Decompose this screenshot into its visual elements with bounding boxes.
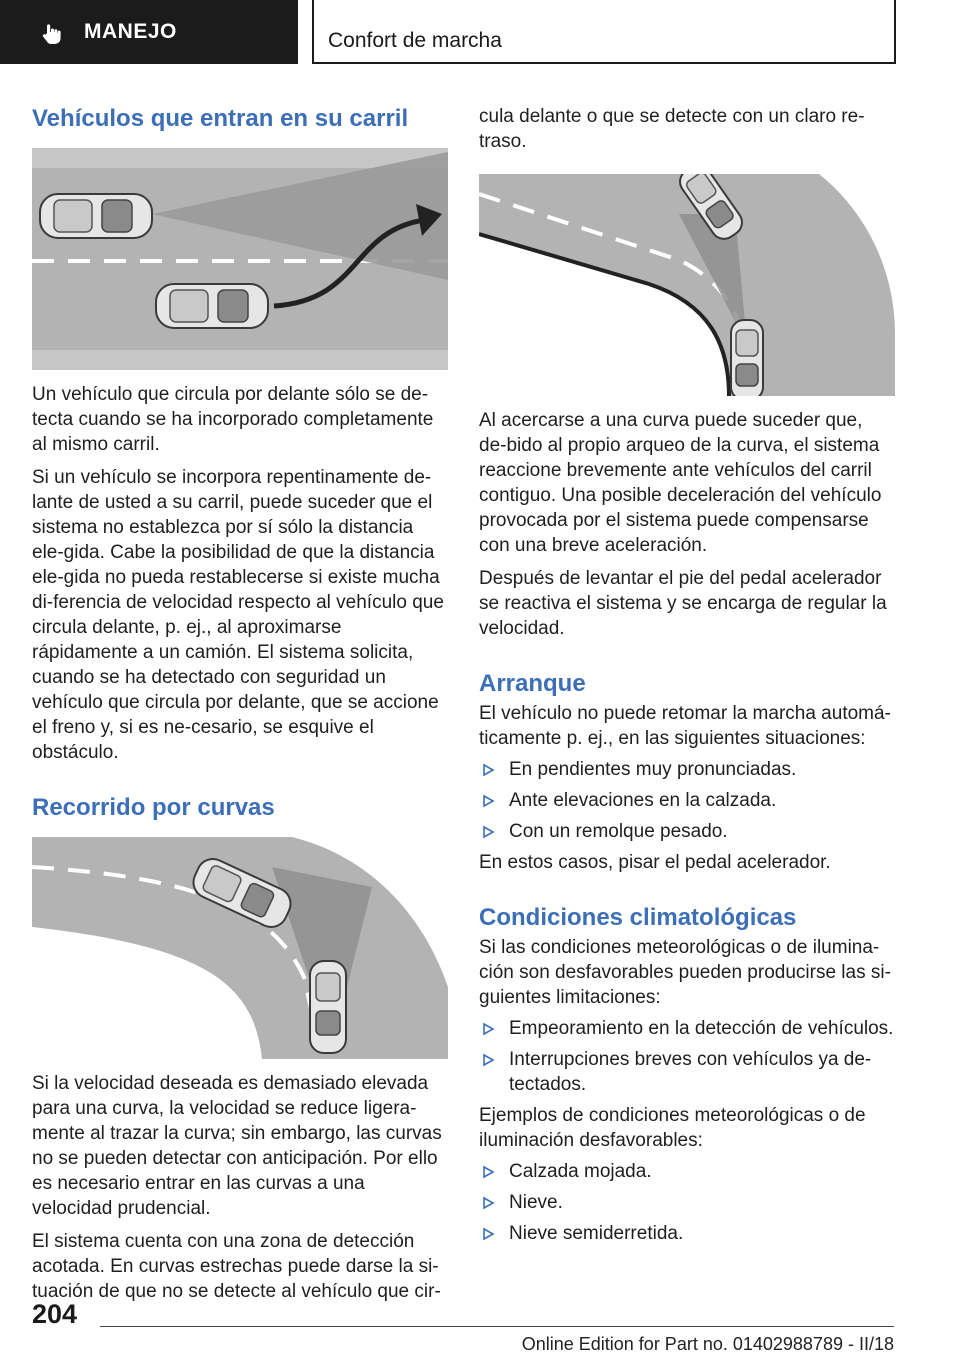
triangle-bullet-icon <box>481 1159 495 1184</box>
left-column <box>32 100 448 1304</box>
paragraph: En estos casos, pisar el pedal acelerador. <box>479 852 831 873</box>
list-item: Nieve. <box>479 1190 895 1215</box>
footer-divider <box>100 1326 894 1327</box>
paragraph: Después de levantar el pie del pedal acelerador se reactiva el sistema y se encarga de regular la velocidad. <box>479 568 887 639</box>
paragraph: cula delante o que se detecte con un claro re-traso. <box>479 106 865 152</box>
list-item: Empeoramiento en la detección de vehículos. <box>479 1016 895 1041</box>
list-item: Calzada mojada. <box>479 1159 895 1184</box>
figure-curve <box>32 837 448 1059</box>
list-item: Con un remolque pesado. <box>479 819 895 844</box>
triangle-bullet-icon <box>481 1190 495 1215</box>
list-item: En pendientes muy pronunciadas. <box>479 757 895 782</box>
triangle-bullet-icon <box>481 1016 495 1041</box>
heading-merging-vehicles: Vehículos que entran en su carril <box>32 105 409 132</box>
section-tab <box>0 0 298 64</box>
list-weather-examples <box>479 1159 895 1246</box>
chapter-header <box>312 0 896 64</box>
paragraph: Ejemplos de condiciones meteorológicas o de iluminación desfavorables: <box>479 1105 866 1151</box>
paragraph: Si un vehículo se incorpora repentinamente de-lante de usted a su carril, puede suceder que el sistema no establezca por sí sólo la distancia ele-gida. Cabe la posibilidad de que la distancia ele-gida no pueda restablecerse si existe mucha di-ferencia de velocidad respecto al vehículo que circula delante, p. ej., al aproximarse rápidamente a un camión. El sistema solicita, cuando se ha detectado con seguridad un vehículo que circula por delante, que se accione el freno y, si es ne-cesario, se esquive el obstáculo. <box>32 467 444 763</box>
paragraph: Si las condiciones meteorológicas o de ilumina-ción son desfavorables pueden producirse las si-guientes limitaciones: <box>479 937 891 1008</box>
list-item: Nieve semiderretida. <box>479 1221 895 1246</box>
paragraph: Si la velocidad deseada es demasiado elevada para una curva, la velocidad se reduce ligera-mente al trazar la curva; sin embargo, las curvas no se pueden detectar con anticipación. Por ello es necesario entrar en las curvas a una velocidad prudencial. <box>32 1073 442 1219</box>
triangle-bullet-icon <box>481 1047 495 1072</box>
heading-curves: Recorrido por curvas <box>32 794 275 821</box>
list-weather-limits <box>479 1016 895 1097</box>
paragraph: Un vehículo que circula por delante sólo se de-tecta cuando se ha incorporado completamente al mismo carril. <box>32 384 434 455</box>
triangle-bullet-icon <box>481 819 495 844</box>
paragraph: Al acercarse a una curva puede suceder que, de-bido al propio arqueo de la curva, el sistema reaccione brevemente ante vehículos del carril contiguo. Una posible deceleración del vehículo provocada por el sistema puede compensarse con una breve aceleración. <box>479 410 882 556</box>
heading-start: Arranque <box>479 670 586 697</box>
list-start-conditions <box>479 757 895 844</box>
list-item: Ante elevaciones en la calzada. <box>479 788 895 813</box>
hand-icon <box>40 22 64 46</box>
heading-weather: Condiciones climatológicas <box>479 904 797 931</box>
chapter-title: Confort de marcha <box>328 29 502 52</box>
page-number: 204 <box>32 1299 78 1329</box>
edition-note: Online Edition for Part no. 01402988789 - II/18 <box>521 1334 894 1354</box>
triangle-bullet-icon <box>481 1221 495 1246</box>
paragraph: El vehículo no puede retomar la marcha automá-ticamente p. ej., en las siguientes situaciones: <box>479 703 891 749</box>
right-column <box>479 106 895 1246</box>
section-label: MANEJO <box>84 20 177 43</box>
figure-merging-vehicle <box>32 148 448 370</box>
triangle-bullet-icon <box>481 757 495 782</box>
figure-adjacent-lane-curve <box>479 174 895 396</box>
paragraph: El sistema cuenta con una zona de detección acotada. En curvas estrechas puede darse la si-tuación de que no se detecte al vehículo que cir- <box>32 1231 441 1302</box>
triangle-bullet-icon <box>481 788 495 813</box>
list-item: Interrupciones breves con vehículos ya de-tectados. <box>479 1047 895 1097</box>
